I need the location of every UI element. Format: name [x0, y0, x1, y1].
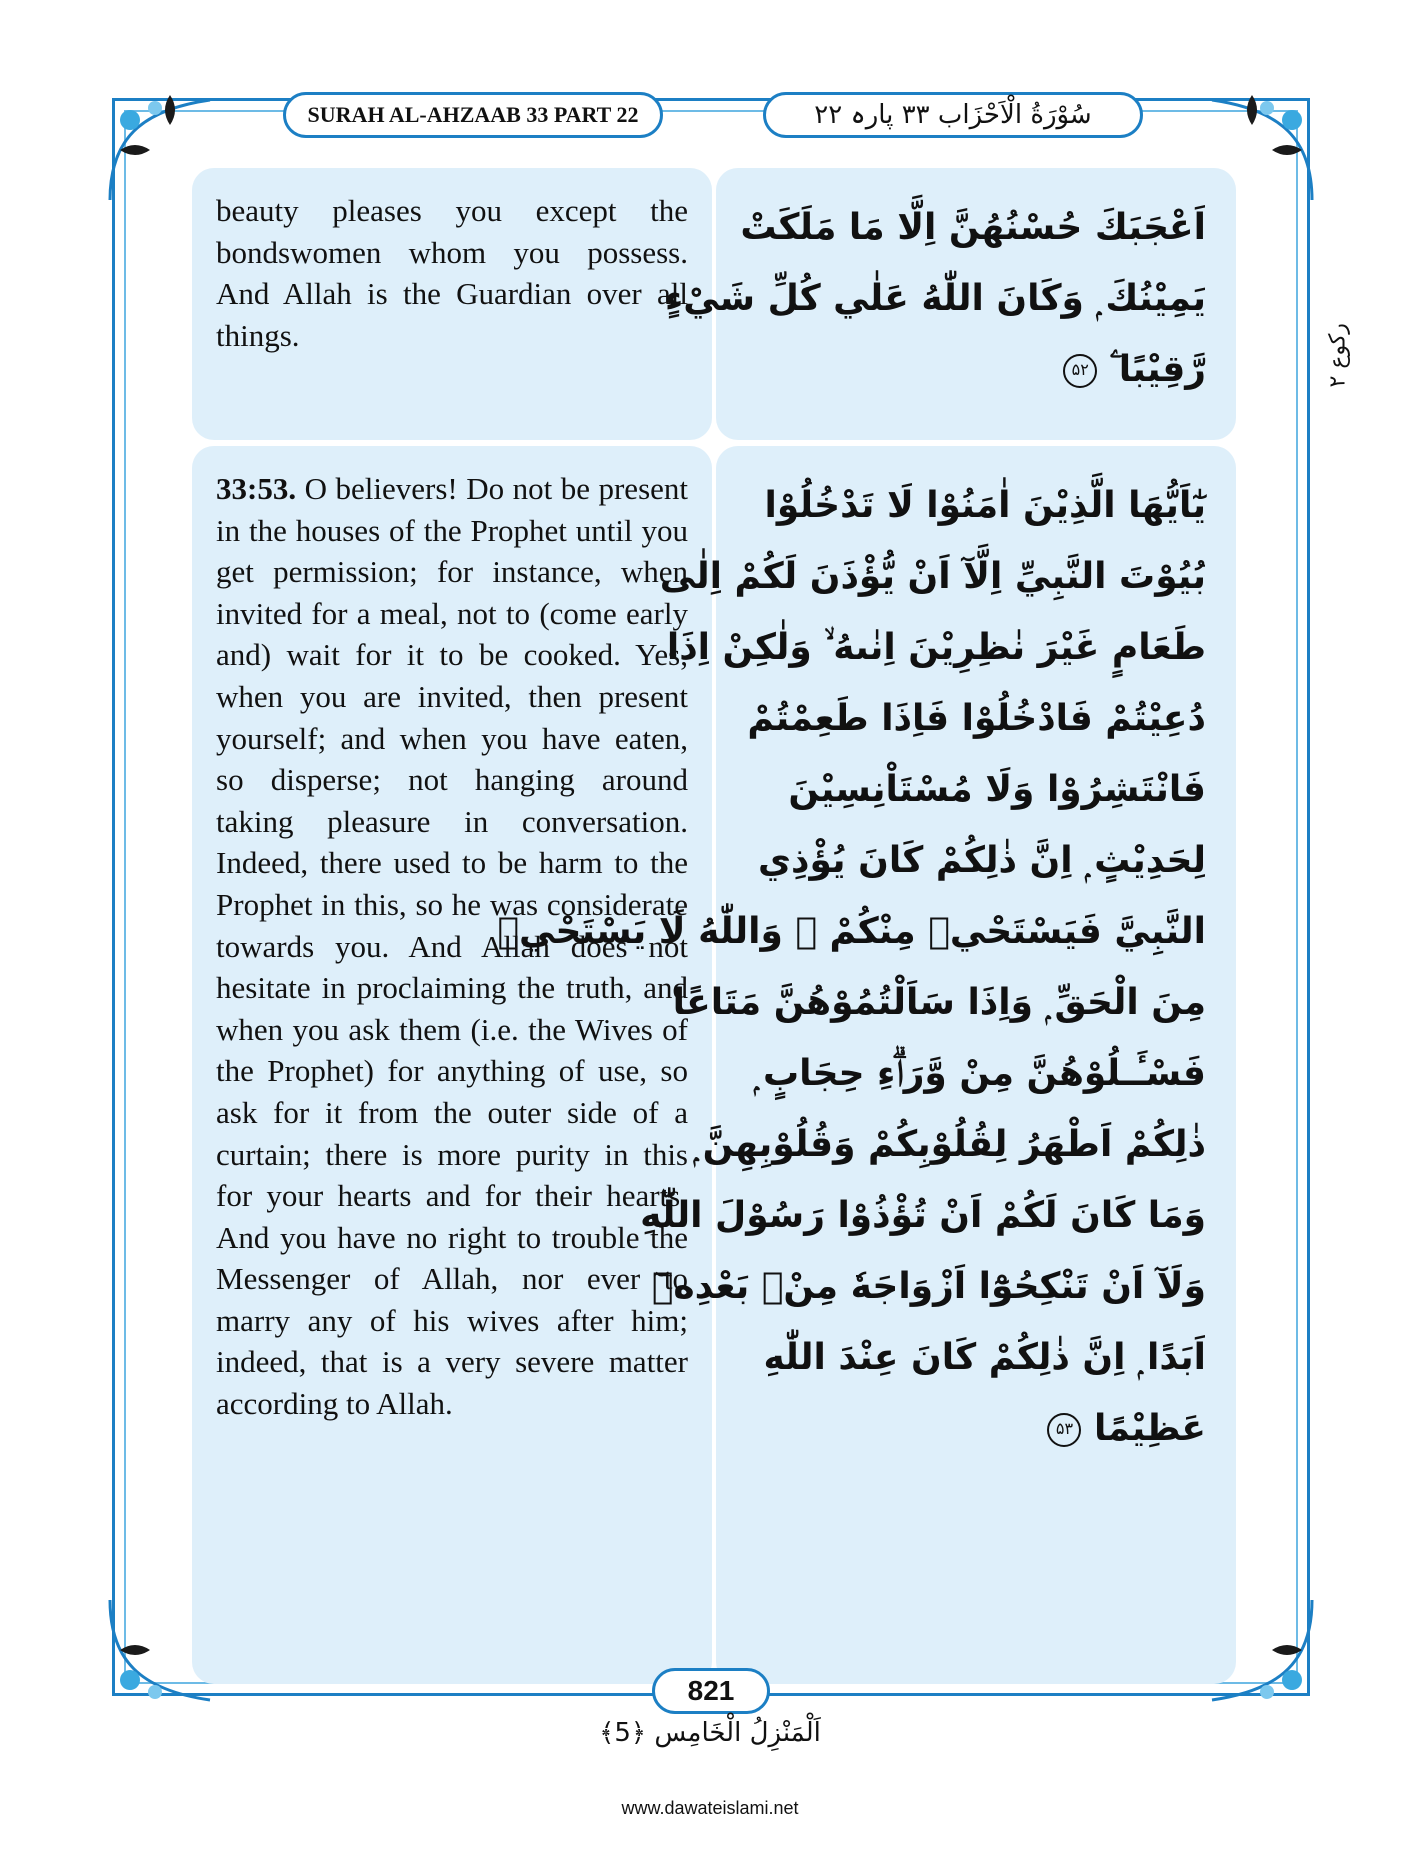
arabic-line: فَانْتَشِرُوْا وَلَا مُسْتَاْنِسِيْنَ — [788, 769, 1206, 810]
page-number: 821 — [652, 1668, 770, 1714]
header-english-title: SURAH AL-AHZAAB 33 PART 22 — [283, 92, 663, 138]
arabic-line: ذٰلِكُمْ اَطْهَرُ لِقُلُوْبِكُمْ وَقُلُوْبِهِنَّ ۭ — [693, 1124, 1206, 1165]
ayah-number-marker: ۵۳ — [1047, 1413, 1081, 1447]
arabic-line: بُيُوْتَ النَّبِيِّ اِلَّآ اَنْ يُّؤْذَنَ لَكُمْ اِلٰى — [659, 556, 1206, 597]
english-translation-panel-2 — [192, 446, 712, 1684]
arabic-line: عَظِيْمًا ۵۳ — [740, 1393, 1206, 1464]
arabic-line: دُعِيْتُمْ فَادْخُلُوْا فَاِذَا طَعِمْتُمْ — [747, 698, 1206, 739]
arabic-line: يَمِيْنُكَ ۭ وَكَانَ اللّٰهُ عَلٰي كُلِّ شَيْءٍ — [664, 278, 1206, 319]
english-translation-text: O believers! Do not be present in the houses of the Prophet until you get permission; for instance, when invited for a meal, not to (come early and) wait for it to be cooked. Yes, when you are invited, then present yourself; and when you have eaten, so disperse; not hanging around taking pleasure in conversation. Indeed, there used to be harm to the Prophet in this, so he was considerate towards you. And Allah does not hesitate in proclaiming the truth, and when you ask them (i.e. the Wives of the Prophet) for anything of use, so ask for it from the outer side of a curtain; there is more purity in this for your hearts and for their hearts. And you have no right to trouble the Messenger of Allah, nor ever to marry any of his wives after him; indeed, that is a very severe matter according to Allah. — [216, 471, 688, 1422]
website-url[interactable]: www.dawateislami.net — [621, 1798, 799, 1818]
arabic-line: النَّبِيَّ فَيَسْتَحْيٖ مِنْكُمْ ۡ وَاللّٰهُ لَا يَسْتَحْيٖ — [497, 911, 1206, 952]
arabic-line: طَعَامٍ غَيْرَ نٰظِرِيْنَ اِنٰىهُ ۙ وَلٰكِنْ اِذَا — [666, 627, 1206, 668]
arabic-line: رَّقِيْبًا ۧ ۵۲ — [740, 334, 1206, 405]
arabic-line: وَمَا كَانَ لَكُمْ اَنْ تُؤْذُوْا رَسُوْلَ اللّٰهِ — [640, 1195, 1206, 1236]
ayah-number-marker: ۵۲ — [1063, 354, 1097, 388]
arabic-line: فَسْـَٔـلُوْهُنَّ مِنْ وَّرَاۗءِ حِجَابٍ ۭ — [753, 1053, 1206, 1094]
ruku-marker: رکوع ۲ — [1325, 323, 1351, 388]
english-translation-panel-1 — [192, 168, 712, 440]
arabic-verse-panel-2 — [497, 446, 1236, 1684]
verse-reference: 33:53. — [216, 471, 297, 506]
arabic-line: لِحَدِيْثٍ ۭ اِنَّ ذٰلِكُمْ كَانَ يُؤْذِي — [758, 840, 1206, 881]
arabic-line: اَبَدًا ۭ اِنَّ ذٰلِكُمْ كَانَ عِنْدَ اللّٰهِ — [763, 1337, 1206, 1378]
manzil-label: اَلْمَنْزِلُ الْخَامِس ﴿5﴾ — [599, 1718, 821, 1748]
header-arabic-title: سُوْرَةُ الْاَحْزَاب ۳۳ پارہ ۲۲ — [763, 92, 1143, 138]
arabic-line: يٰٓاَيُّهَا الَّذِيْنَ اٰمَنُوْا لَا تَدْخُلُوْا — [764, 485, 1206, 526]
arabic-verse-panel-1 — [664, 168, 1236, 440]
english-translation-text: beauty pleases you except the bondswomen whom you possess. And Allah is the Guardian over all things. — [216, 193, 688, 353]
arabic-line: اَعْجَبَكَ حُسْنُهُنَّ اِلَّا مَا مَلَكَتْ — [740, 207, 1206, 248]
arabic-line: مِنَ الْحَقِّ ۭ وَاِذَا سَاَلْتُمُوْهُنَّ مَتَاعًا — [672, 982, 1206, 1023]
arabic-line: وَلَآ اَنْ تَنْكِحُوْٓا اَزْوَاجَهٗ مِنْۢ بَعْدِهٖٓ — [651, 1266, 1206, 1307]
